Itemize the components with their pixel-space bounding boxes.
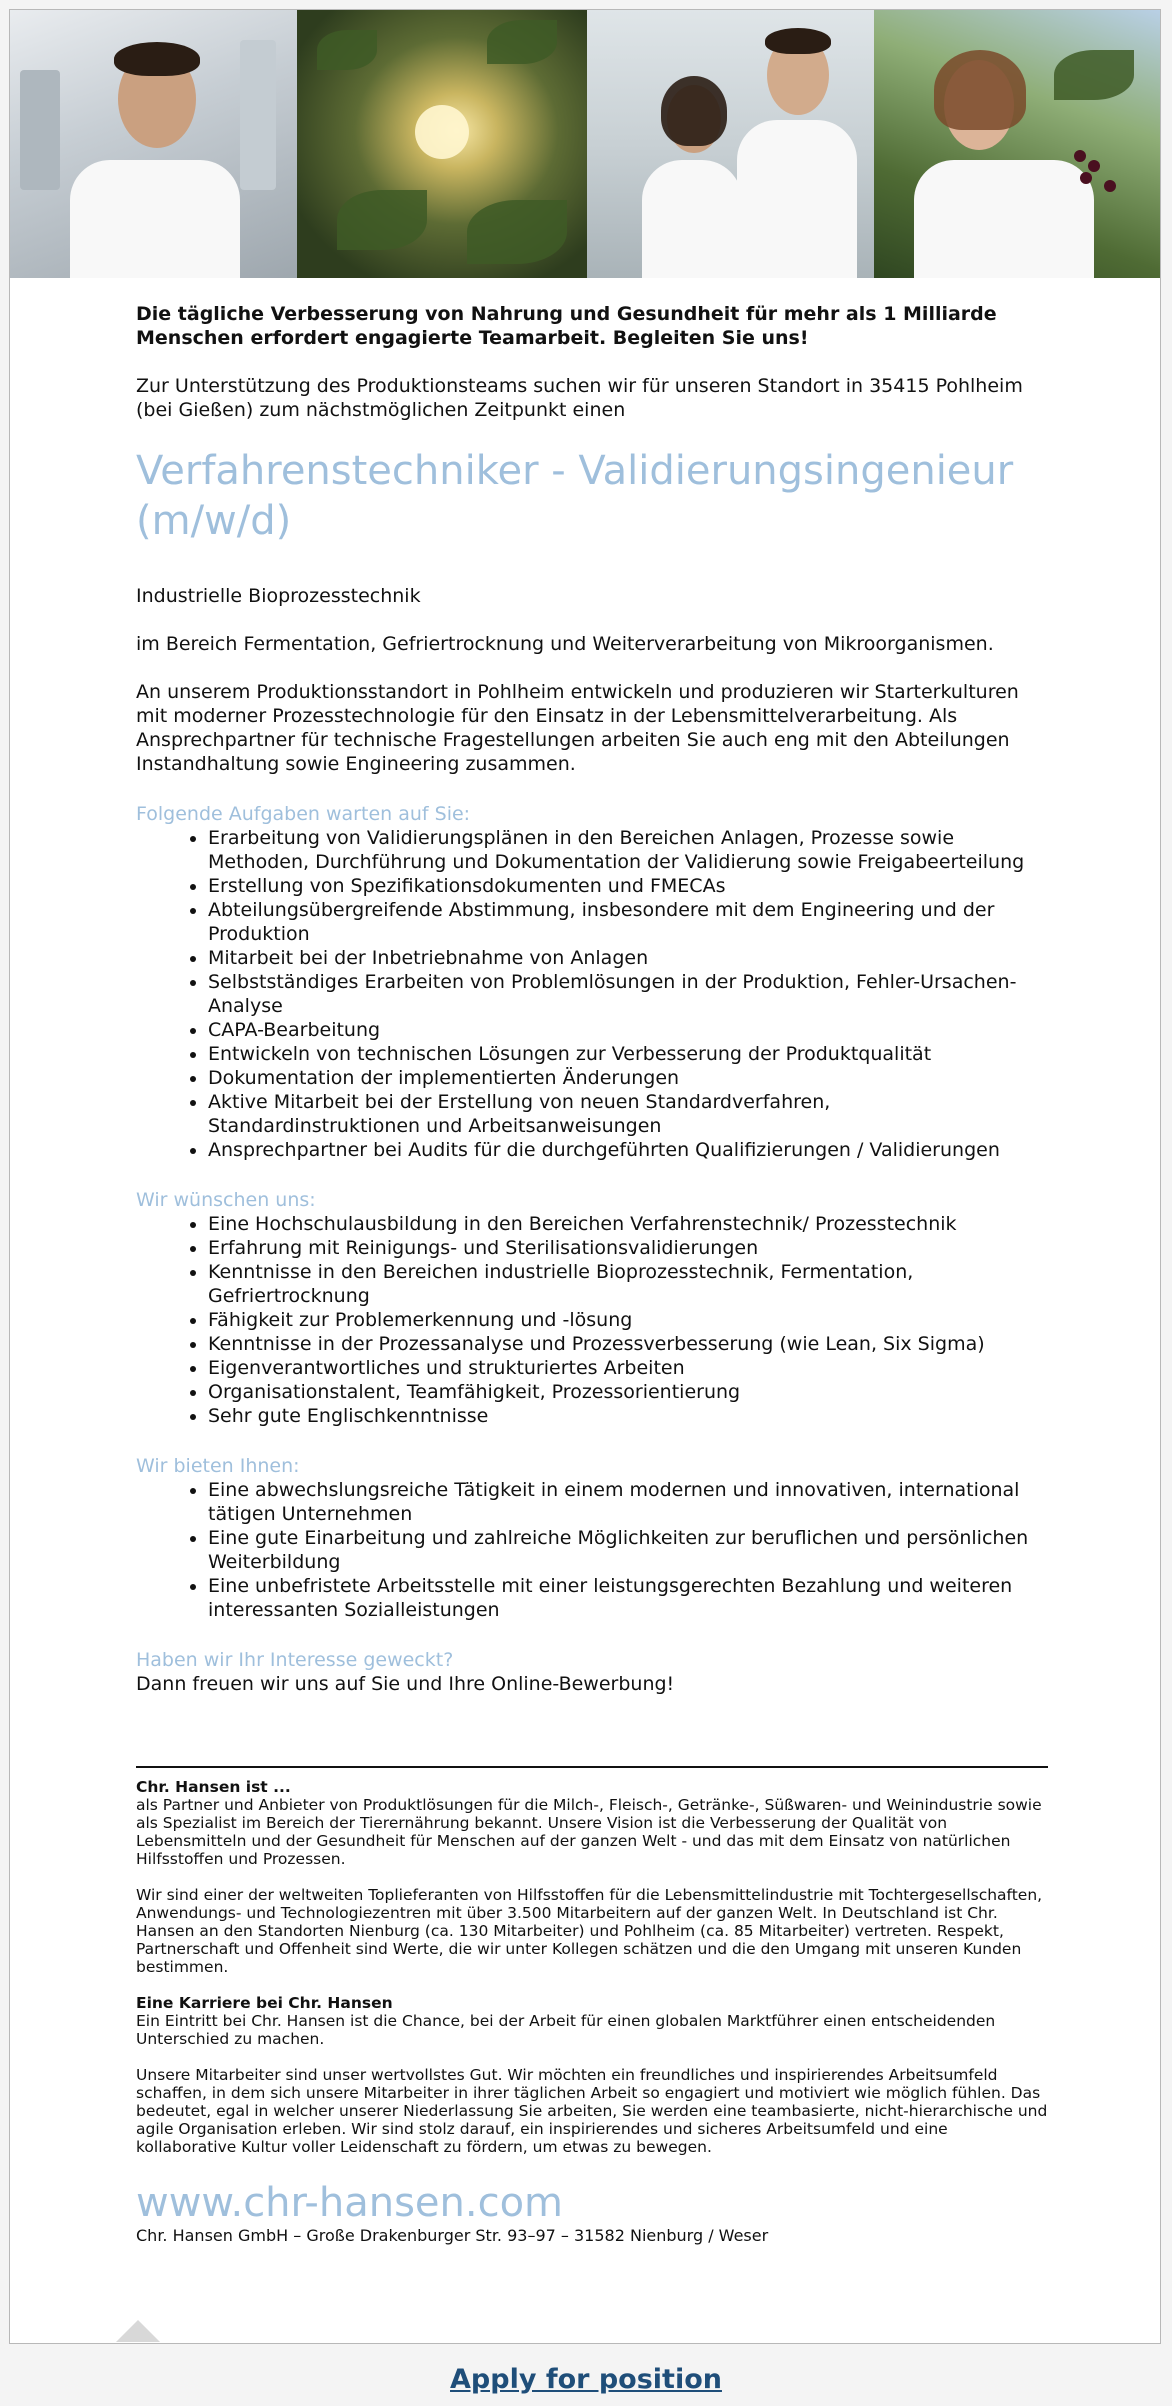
list-item: • Dokumentation der implementierten Änderungen: [208, 1066, 1048, 1090]
list-item: • Ansprechpartner bei Audits für die durchgeführten Qualifizierungen / Validierungen: [208, 1138, 1048, 1162]
career-text: Ein Eintritt bei Chr. Hansen ist die Chance, bei der Arbeit für einen globalen Marktführer einen entscheidenden Unterschied zu machen.: [136, 2012, 996, 2048]
up-arrow-icon: [116, 2320, 160, 2342]
department-text: Industrielle Bioprozesstechnik: [136, 585, 421, 607]
list-item: • Aktive Mitarbeit bei der Erstellung von neuen Standardverfahren, Standardinstruktionen und Arbeitsanweisungen: [208, 1090, 1048, 1138]
list-item: • Mitarbeit bei der Inbetriebnahme von Anlagen: [208, 946, 1048, 970]
list-item: • Eine unbefristete Arbeitsstelle mit einer leistungsgerechten Bezahlung und weiteren interessanten Sozialleistungen: [208, 1574, 1048, 1622]
tasks-list: [136, 826, 1048, 1162]
intro-search-text: Zur Unterstützung des Produktionsteams suchen wir für unseren Standort in 35415 Pohlheim (bei Gießen) zum nächstmöglichen Zeitpunkt einen: [136, 375, 1023, 421]
list-item: • Fähigkeit zur Problemerkennung und -lösung: [208, 1308, 1048, 1332]
list-item: • Erfahrung mit Reinigungs- und Sterilisationsvalidierungen: [208, 1236, 1048, 1260]
description-text: An unserem Produktionsstandort in Pohlheim entwickeln und produzieren wir Starterkulturen mit moderner Prozesstechnologie für den Einsatz in der Lebensmittelverarbeitung. Als Ansprechpartner für technische Fragestellungen arbeiten Sie auch eng mit den Abteilungen Instandhaltung sowie Engineering zusammen.: [136, 681, 1019, 775]
intro-statement: Die tägliche Verbesserung von Nahrung und Gesundheit für mehr als 1 Milliarde Menschen erfordert engagierte Teamarbeit. Begleiten Sie uns!: [136, 303, 997, 349]
requirements-list: [136, 1212, 1048, 1428]
company-heading: Chr. Hansen ist ...: [136, 1778, 291, 1796]
list-item: • Kenntnisse in der Prozessanalyse und Prozessverbesserung (wie Lean, Six Sigma): [208, 1332, 1048, 1356]
company-paragraph-1: als Partner und Anbieter von Produktlösungen für die Milch-, Fleisch-, Getränke-, Süßwaren- und Weinindustrie sowie als Spezialist im Bereich der Tierernährung bekannt. Unsere Vision ist die Verbesserung der Qualität von Lebensmitteln und der Gesundheit für Menschen auf der ganzen Welt - und das mit dem Einsatz von natürlichen Hilfsstoffen und Prozessen.: [136, 1796, 1042, 1868]
list-item: • Sehr gute Englischkenntnisse: [208, 1404, 1048, 1428]
banner-photo-scientist: [10, 10, 297, 278]
company-website: www.chr-hansen.com: [136, 2180, 564, 2226]
list-item: • Eine gute Einarbeitung und zahlreiche Möglichkeiten zur beruflichen und persönlichen Weiterbildung: [208, 1526, 1048, 1574]
list-item: • CAPA-Bearbeitung: [208, 1018, 1048, 1042]
company-paragraph-2: Wir sind einer der weltweiten Toplieferanten von Hilfsstoffen für die Lebensmittelindustrie mit Tochtergesellschaften, Anwendungs- und Technologiezentren mit über 3.500 Mitarbeitern auf der ganzen Welt. In Deutschland ist Chr. Hansen an den Standorten Nienburg (ca. 130 Mitarbeiter) und Pohlheim (ca. 85 Mitarbeiter) vertreten. Respekt, Partnerschaft und Offenheit sind Werte, die wir unter Kollegen schätzen und die den Umgang mit unseren Kunden bestimmen.: [136, 1886, 1043, 1976]
job-title: Verfahrenstechniker - Validierungsingenieur (m/w/d): [136, 448, 1014, 544]
list-item: • Erarbeitung von Validierungsplänen in den Bereichen Anlagen, Prozesse sowie Methoden, Durchführung und Dokumentation der Validierung sowie Freigabeerteilung: [208, 826, 1048, 874]
job-ad-content: [136, 302, 1048, 2246]
company-address: Chr. Hansen GmbH – Große Drakenburger Str. 93–97 – 31582 Nienburg / Weser: [136, 2226, 769, 2245]
list-item: • Eine Hochschulausbildung in den Bereichen Verfahrenstechnik/ Prozesstechnik: [208, 1212, 1048, 1236]
list-item: • Kenntnisse in den Bereichen industrielle Bioprozesstechnik, Fermentation, Gefriertrocknung: [208, 1260, 1048, 1308]
list-item: • Eigenverantwortliches und strukturiertes Arbeiten: [208, 1356, 1048, 1380]
list-item: • Eine abwechslungsreiche Tätigkeit in einem modernen und innovativen, international tätigen Unternehmen: [208, 1478, 1048, 1526]
apply-for-position-link[interactable]: Apply for position: [450, 2364, 722, 2395]
list-item: • Erstellung von Spezifikationsdokumenten und FMECAs: [208, 874, 1048, 898]
job-ad-card: [9, 9, 1161, 2344]
tasks-heading: Folgende Aufgaben warten auf Sie:: [136, 803, 471, 825]
banner-photo-field: [297, 10, 587, 278]
header-banner-image: [10, 10, 1160, 278]
list-item: • Selbstständiges Erarbeiten von Problemlösungen in der Produktion, Fehler-Ursachen-Analyse: [208, 970, 1048, 1018]
list-item: • Entwickeln von technischen Lösungen zur Verbesserung der Produktqualität: [208, 1042, 1048, 1066]
banner-photo-harvest: [874, 10, 1160, 278]
banner-photo-team: [587, 10, 874, 278]
company-paragraph-3: Unsere Mitarbeiter sind unser wertvollstes Gut. Wir möchten ein freundliches und inspirierendes Arbeitsumfeld schaffen, in dem sich unsere Mitarbeiter in ihrer täglichen Arbeit so engagiert und motiviert wie möglich fühlen. Das bedeutet, egal in welcher unserer Niederlassung Sie arbeiten, Sie werden eine teambasierte, nicht-hierarchische und agile Organisation erleben. Wir sind stolz darauf, ein inspirierendes und sicheres Arbeitsumfeld und eine kollaborative Kultur voller Leidenschaft zu fördern, um etwas zu bewegen.: [136, 2066, 1048, 2156]
list-item: • Abteilungsübergreifende Abstimmung, insbesondere mit dem Engineering und der Produktion: [208, 898, 1048, 946]
career-heading: Eine Karriere bei Chr. Hansen: [136, 1994, 393, 2012]
closing-text: Dann freuen wir uns auf Sie und Ihre Online-Bewerbung!: [136, 1673, 675, 1695]
offers-heading: Wir bieten Ihnen:: [136, 1455, 300, 1477]
list-item: • Organisationstalent, Teamfähigkeit, Prozessorientierung: [208, 1380, 1048, 1404]
area-text: im Bereich Fermentation, Gefriertrocknung und Weiterverarbeitung von Mikroorganismen.: [136, 633, 994, 655]
closing-heading: Haben wir Ihr Interesse geweckt?: [136, 1649, 454, 1671]
requirements-heading: Wir wünschen uns:: [136, 1189, 316, 1211]
offers-list: [136, 1478, 1048, 1622]
